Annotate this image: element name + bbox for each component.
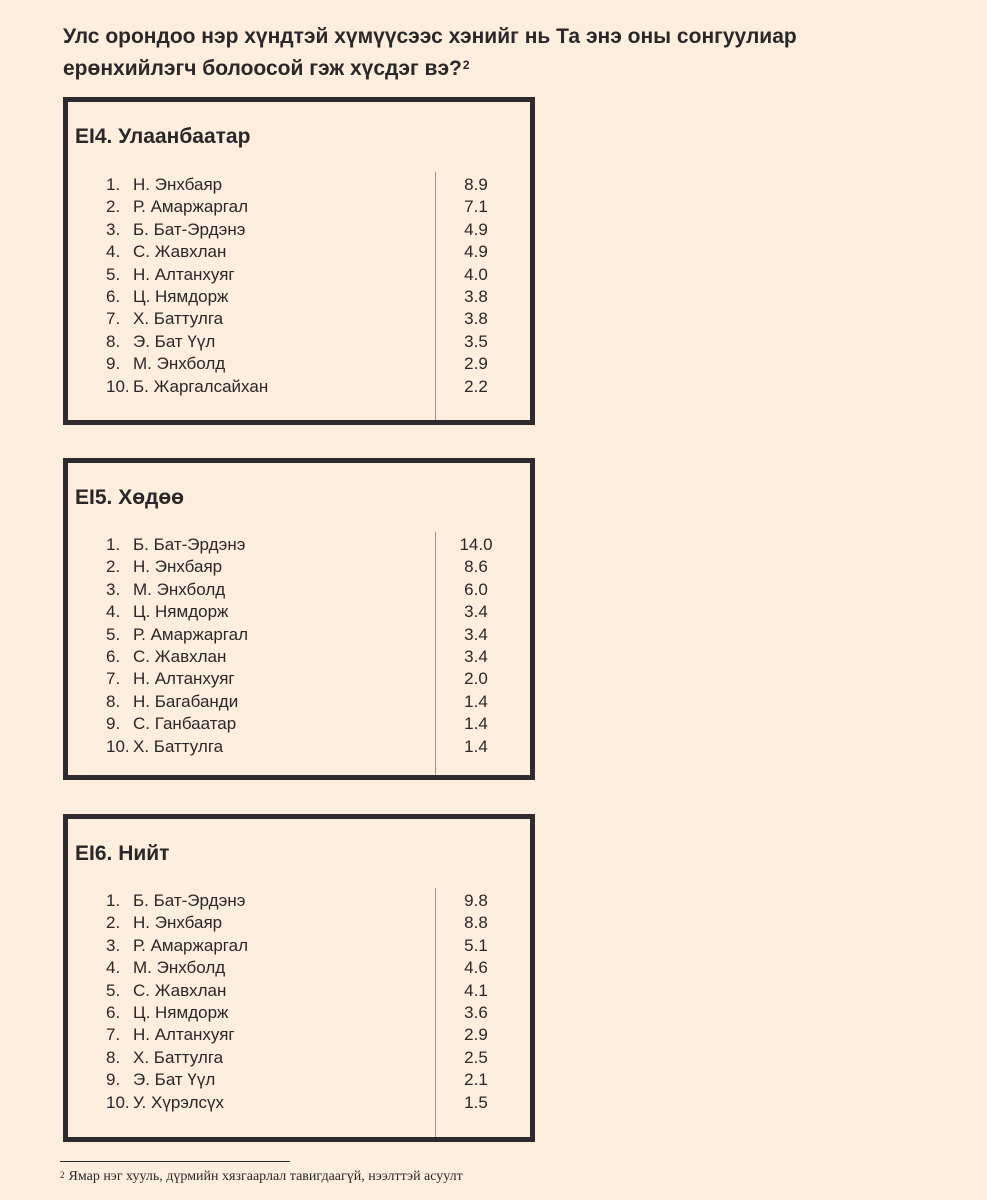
candidate-name: Ц. Нямдорж bbox=[133, 1002, 229, 1022]
table-row bbox=[68, 264, 530, 286]
rank-number: 6. bbox=[106, 646, 121, 666]
footnote-text: Ямар нэг хууль, дүрмийн хязгаарлал тавигдаагүй, нээлттэй асуулт bbox=[68, 1169, 463, 1184]
rank-number: 5. bbox=[106, 624, 121, 644]
rank-number: 3. bbox=[106, 219, 121, 239]
table-row bbox=[68, 219, 530, 241]
table-countryside bbox=[63, 458, 535, 780]
footnote-marker: 2 bbox=[60, 1170, 65, 1180]
percent-value: 3.6 bbox=[464, 1002, 488, 1022]
table-row bbox=[68, 601, 530, 623]
candidate-name: С. Ганбаатар bbox=[133, 714, 237, 734]
percent-value: 9.8 bbox=[464, 891, 488, 910]
table-row bbox=[68, 241, 530, 263]
percent-value: 4.9 bbox=[464, 219, 488, 239]
percent-value: 8.9 bbox=[464, 175, 488, 194]
rank-number: 10. bbox=[106, 376, 130, 396]
table-row bbox=[68, 713, 530, 735]
percent-value: 3.8 bbox=[464, 309, 488, 329]
candidate-name: Х. Баттулга bbox=[133, 309, 224, 329]
candidate-name: Н. Энхбаяр bbox=[133, 175, 223, 194]
footnote bbox=[60, 1168, 463, 1186]
ranking-list bbox=[68, 890, 530, 1114]
rank-number: 2. bbox=[106, 557, 121, 577]
candidate-name: С. Жавхлан bbox=[133, 242, 227, 262]
candidate-name: Э. Бат Үүл bbox=[133, 1070, 216, 1090]
percent-value: 14.0 bbox=[459, 535, 493, 554]
candidate-name: Н. Багабанди bbox=[133, 691, 239, 711]
table-row bbox=[68, 624, 530, 646]
rank-number: 1. bbox=[106, 891, 121, 910]
table-title: EI6. Нийт bbox=[75, 842, 170, 865]
percent-value: 4.1 bbox=[464, 980, 488, 1000]
percent-value: 3.8 bbox=[464, 286, 488, 306]
table-total bbox=[63, 814, 535, 1142]
percent-value: 1.5 bbox=[464, 1092, 488, 1112]
table-row bbox=[68, 353, 530, 375]
candidate-name: С. Жавхлан bbox=[133, 980, 227, 1000]
percent-value: 3.4 bbox=[464, 602, 488, 622]
rank-number: 8. bbox=[106, 1047, 121, 1067]
candidate-name: Э. Бат Үүл bbox=[133, 331, 216, 351]
rank-number: 5. bbox=[106, 264, 121, 284]
candidate-name: Б. Бат-Эрдэнэ bbox=[133, 891, 246, 910]
percent-value: 6.0 bbox=[464, 579, 488, 599]
question-line-2: ерөнхийлэгч болоосой гэж хүсдэг вэ? bbox=[63, 57, 462, 80]
candidate-name: Н. Алтанхуяг bbox=[133, 1025, 235, 1045]
percent-value: 1.4 bbox=[464, 691, 488, 711]
table-row bbox=[68, 980, 530, 1002]
rank-number: 9. bbox=[106, 354, 121, 374]
table-row bbox=[68, 286, 530, 308]
candidate-name: Н. Алтанхуяг bbox=[133, 264, 235, 284]
table-row bbox=[68, 1002, 530, 1024]
rank-number: 8. bbox=[106, 331, 121, 351]
rank-number: 4. bbox=[106, 602, 121, 622]
table-row bbox=[68, 957, 530, 979]
percent-value: 2.2 bbox=[464, 376, 488, 396]
table-row bbox=[68, 1047, 530, 1069]
rank-number: 7. bbox=[106, 1025, 121, 1045]
percent-value: 8.6 bbox=[464, 557, 488, 577]
percent-value: 2.0 bbox=[464, 669, 488, 689]
candidate-name: Б. Жаргалсайхан bbox=[133, 376, 269, 396]
candidate-name: Р. Амаржаргал bbox=[133, 935, 248, 955]
table-row bbox=[68, 912, 530, 934]
candidate-name: Ц. Нямдорж bbox=[133, 286, 229, 306]
table-row bbox=[68, 935, 530, 957]
rank-number: 1. bbox=[106, 175, 121, 194]
table-row bbox=[68, 668, 530, 690]
rank-number: 2. bbox=[106, 197, 121, 217]
candidate-name: Х. Баттулга bbox=[133, 1047, 224, 1067]
survey-question bbox=[63, 21, 963, 85]
candidate-name: У. Хүрэлсүх bbox=[133, 1092, 225, 1112]
percent-value: 3.4 bbox=[464, 624, 488, 644]
table-ulaanbaatar bbox=[63, 97, 535, 425]
percent-value: 5.1 bbox=[464, 935, 488, 955]
rank-number: 3. bbox=[106, 579, 121, 599]
table-title: EI5. Хөдөө bbox=[75, 486, 185, 509]
table-row bbox=[68, 646, 530, 668]
rank-number: 4. bbox=[106, 242, 121, 262]
table-row bbox=[68, 376, 530, 398]
rank-number: 10. bbox=[106, 736, 130, 756]
rank-number: 1. bbox=[106, 535, 121, 554]
ranking-list bbox=[68, 534, 530, 758]
footnote-rule bbox=[60, 1161, 290, 1162]
rank-number: 7. bbox=[106, 309, 121, 329]
candidate-name: М. Энхболд bbox=[133, 579, 226, 599]
percent-value: 3.5 bbox=[464, 331, 488, 351]
percent-value: 3.4 bbox=[464, 646, 488, 666]
table-row bbox=[68, 331, 530, 353]
percent-value: 4.0 bbox=[464, 264, 488, 284]
rank-number: 9. bbox=[106, 1070, 121, 1090]
table-row bbox=[68, 534, 530, 556]
percent-value: 2.5 bbox=[464, 1047, 488, 1067]
candidate-name: С. Жавхлан bbox=[133, 646, 227, 666]
table-row bbox=[68, 691, 530, 713]
percent-value: 1.4 bbox=[464, 736, 488, 756]
rank-number: 2. bbox=[106, 913, 121, 933]
candidate-name: Ц. Нямдорж bbox=[133, 602, 229, 622]
rank-number: 4. bbox=[106, 958, 121, 978]
table-row bbox=[68, 308, 530, 330]
candidate-name: Р. Амаржаргал bbox=[133, 197, 248, 217]
table-row bbox=[68, 556, 530, 578]
rank-number: 10. bbox=[106, 1092, 130, 1112]
percent-value: 2.1 bbox=[464, 1070, 488, 1090]
percent-value: 2.9 bbox=[464, 1025, 488, 1045]
question-line-1: Улс орондоо нэр хүндтэй хүмүүсээс хэнийг нь Та энэ оны сонгуулиар bbox=[63, 25, 797, 48]
candidate-name: Н. Энхбаяр bbox=[133, 557, 223, 577]
candidate-name: М. Энхболд bbox=[133, 958, 226, 978]
candidate-name: Р. Амаржаргал bbox=[133, 624, 248, 644]
table-row bbox=[68, 196, 530, 218]
rank-number: 5. bbox=[106, 980, 121, 1000]
table-row bbox=[68, 1024, 530, 1046]
percent-value: 8.8 bbox=[464, 913, 488, 933]
table-row bbox=[68, 579, 530, 601]
rank-number: 6. bbox=[106, 286, 121, 306]
candidate-name: Б. Бат-Эрдэнэ bbox=[133, 535, 246, 554]
candidate-name: Б. Бат-Эрдэнэ bbox=[133, 219, 246, 239]
table-title: EI4. Улаанбаатар bbox=[75, 125, 251, 148]
table-row bbox=[68, 174, 530, 196]
percent-value: 1.4 bbox=[464, 714, 488, 734]
footnote-reference: 2 bbox=[462, 58, 470, 72]
candidate-name: Н. Энхбаяр bbox=[133, 913, 223, 933]
table-row bbox=[68, 736, 530, 758]
ranking-list bbox=[68, 174, 530, 398]
table-row bbox=[68, 1069, 530, 1091]
table-row bbox=[68, 1092, 530, 1114]
candidate-name: Х. Баттулга bbox=[133, 736, 224, 756]
rank-number: 9. bbox=[106, 714, 121, 734]
candidate-name: М. Энхболд bbox=[133, 354, 226, 374]
rank-number: 6. bbox=[106, 1002, 121, 1022]
rank-number: 3. bbox=[106, 935, 121, 955]
rank-number: 7. bbox=[106, 669, 121, 689]
rank-number: 8. bbox=[106, 691, 121, 711]
table-row bbox=[68, 890, 530, 912]
percent-value: 2.9 bbox=[464, 354, 488, 374]
percent-value: 7.1 bbox=[464, 197, 488, 217]
percent-value: 4.9 bbox=[464, 242, 488, 262]
percent-value: 4.6 bbox=[464, 958, 488, 978]
candidate-name: Н. Алтанхуяг bbox=[133, 669, 235, 689]
